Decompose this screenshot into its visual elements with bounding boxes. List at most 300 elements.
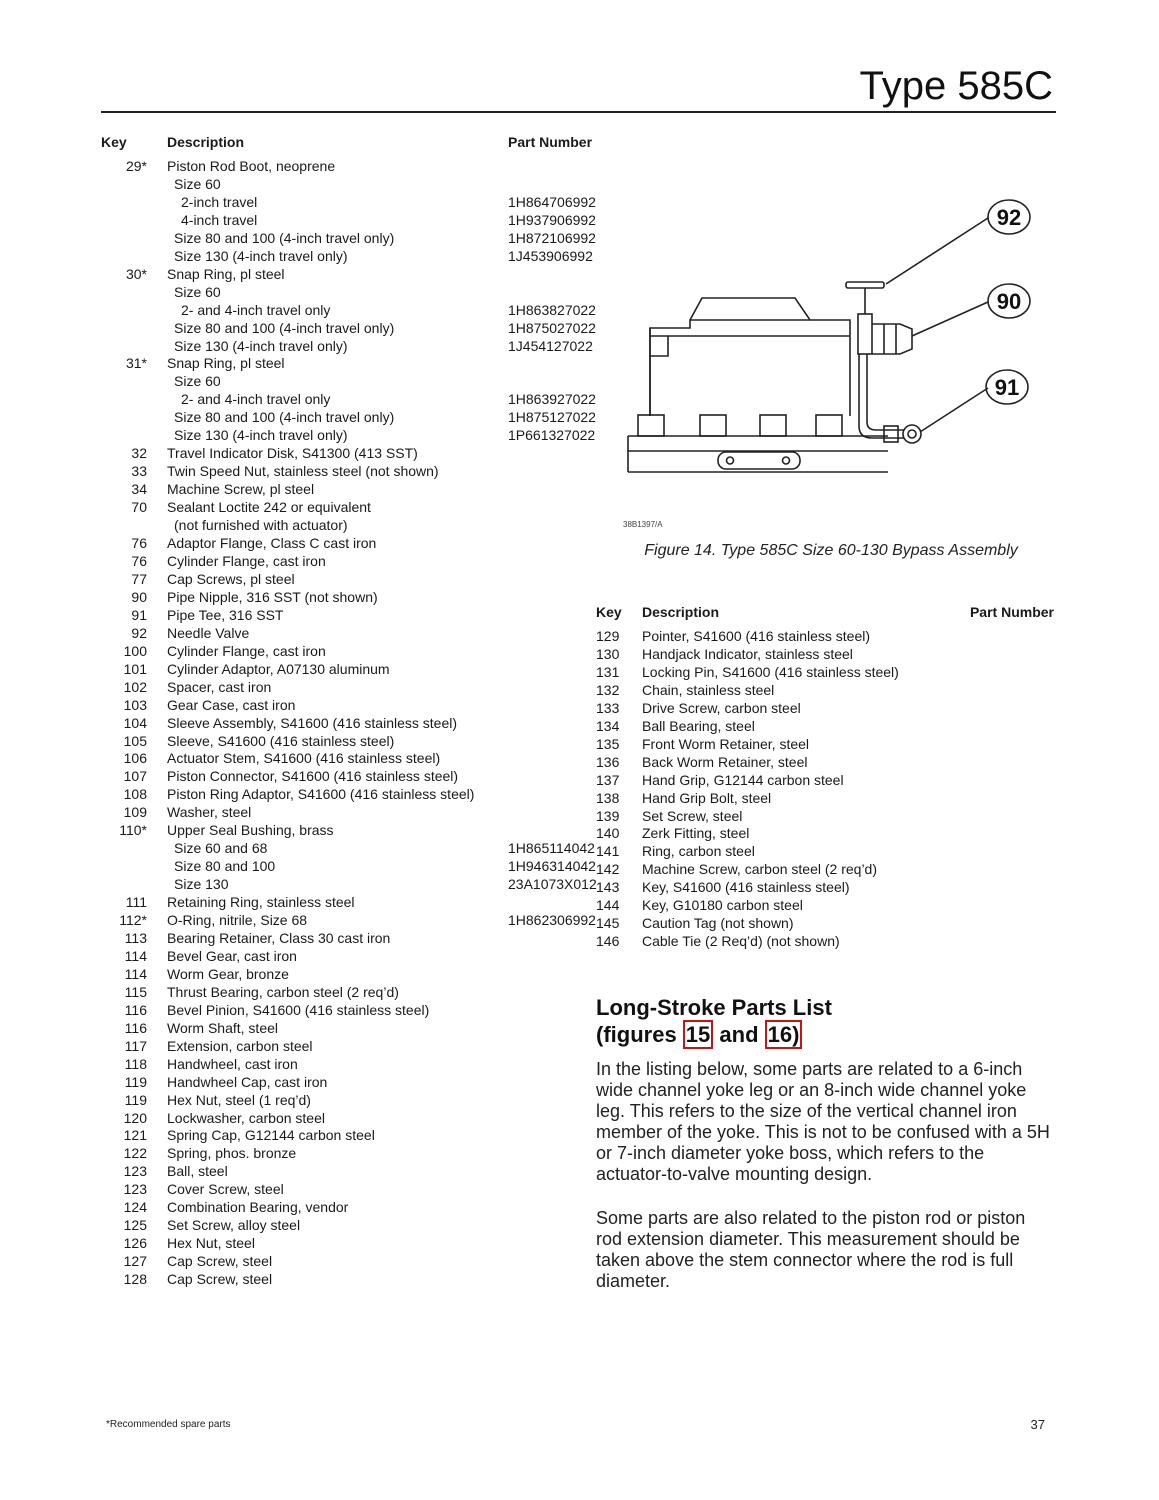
row-description: 2- and 4-inch travel only [181, 301, 331, 318]
row-description: Upper Seal Bushing, brass [167, 822, 334, 839]
row-key: 76 [131, 535, 147, 552]
table-row [101, 750, 608, 768]
row-part-number [508, 1235, 608, 1253]
row-part-number: 1H863827022 [508, 301, 596, 318]
row-part-number [508, 1092, 608, 1110]
table-row [101, 320, 608, 338]
row-part-number: 1H864706992 [508, 193, 596, 210]
row-description: Thrust Bearing, carbon steel (2 req’d) [167, 983, 399, 1000]
row-key: 92 [131, 624, 147, 641]
row-key: 123 [123, 1181, 147, 1198]
table-row [101, 679, 608, 697]
row-part-number [508, 1127, 608, 1145]
row-part-number [508, 1110, 608, 1128]
table-row [101, 212, 608, 230]
table-row [101, 643, 608, 661]
row-part-number [508, 661, 608, 679]
row-part-number [508, 284, 608, 302]
row-description: Handjack Indicator, stainless steel [642, 645, 853, 662]
row-key: 113 [124, 929, 147, 946]
row-key: 138 [596, 789, 620, 806]
table-row [101, 1110, 608, 1128]
row-description: Pipe Nipple, 316 SST (not shown) [167, 588, 378, 605]
row-part-number [964, 718, 1054, 736]
row-part-number [508, 750, 608, 768]
row-part-number [964, 682, 1054, 700]
row-part-number [508, 679, 608, 697]
table-row [101, 768, 608, 786]
row-part-number [508, 1271, 608, 1289]
row-key: 141 [596, 843, 620, 860]
row-part-number [508, 463, 608, 481]
row-part-number: 1H872106992 [508, 229, 596, 246]
column-header-part-number: Part Number [508, 133, 593, 150]
row-description: Retaining Ring, stainless steel [167, 894, 355, 911]
table-row [596, 628, 1054, 646]
table-row [596, 664, 1054, 682]
row-part-number [508, 930, 608, 948]
table-row [101, 840, 608, 858]
table-row [101, 912, 608, 930]
table-row [596, 861, 1054, 879]
table-row [101, 589, 608, 607]
row-part-number: 1H862306992 [508, 912, 596, 929]
table-row [101, 876, 608, 894]
row-key: 104 [123, 714, 147, 731]
table-row [596, 736, 1054, 754]
row-description: Front Worm Retainer, steel [642, 735, 810, 752]
row-key: 119 [124, 1091, 147, 1108]
row-part-number [508, 1181, 608, 1199]
row-key: 146 [596, 933, 620, 950]
row-key [101, 176, 167, 194]
figure-16-link[interactable]: 16) [765, 1020, 803, 1049]
row-key: 126 [123, 1235, 147, 1252]
table-row [596, 754, 1054, 772]
table-row [101, 427, 608, 445]
row-description: 2-inch travel [181, 193, 258, 210]
table-row [596, 718, 1054, 736]
row-key: 29* [125, 158, 147, 174]
row-part-number [964, 700, 1054, 718]
row-key: 116 [124, 1001, 147, 1018]
table-row [101, 499, 608, 517]
row-key: 31* [125, 355, 147, 372]
row-part-number: 1H865114042 [508, 840, 595, 857]
row-key [101, 338, 167, 356]
row-part-number [964, 646, 1054, 664]
row-description: Washer, steel [167, 804, 252, 821]
row-part-number [508, 589, 608, 607]
table-row [101, 355, 608, 373]
row-key: 114 [124, 947, 147, 964]
row-part-number [508, 1217, 608, 1235]
table-row [101, 517, 608, 535]
table-row [101, 1074, 608, 1092]
section-heading [596, 994, 1056, 1048]
row-description: Size 130 (4-inch travel only) [174, 337, 348, 354]
table-row [101, 966, 608, 984]
row-description: Piston Ring Adaptor, S41600 (416 stainless steel) [167, 786, 475, 803]
row-part-number [508, 894, 608, 912]
row-description: Size 80 and 100 (4-inch travel only) [174, 409, 395, 426]
row-part-number [508, 499, 608, 517]
row-description: Machine Screw, carbon steel (2 req’d) [642, 861, 877, 878]
row-part-number [508, 553, 608, 571]
table-row [101, 1002, 608, 1020]
row-description: Cylinder Flange, cast iron [167, 642, 326, 659]
row-description: Ball Bearing, steel [642, 717, 755, 734]
row-key: 106 [123, 750, 147, 767]
row-key: 139 [596, 807, 620, 824]
row-key: 105 [123, 732, 147, 749]
row-description: Bevel Pinion, S41600 (416 stainless steel) [167, 1001, 430, 1018]
row-description: Key, G10180 carbon steel [642, 897, 803, 914]
table-row [101, 1163, 608, 1181]
row-description: Hand Grip, G12144 carbon steel [642, 771, 844, 788]
row-part-number [508, 966, 608, 984]
row-key: 137 [596, 771, 620, 788]
heading-line-1: Long-Stroke Parts List [596, 995, 832, 1020]
row-key [101, 409, 167, 427]
row-key: 142 [596, 861, 620, 878]
row-part-number [508, 481, 608, 499]
row-key: 112* [119, 912, 147, 929]
row-description: Size 130 [174, 876, 229, 893]
row-key: 145 [596, 915, 620, 932]
column-header-key: Key [101, 133, 127, 150]
row-description: Twin Speed Nut, stainless steel (not shown) [167, 463, 439, 480]
row-description: Travel Indicator Disk, S41300 (413 SST) [167, 445, 418, 462]
row-part-number [508, 535, 608, 553]
table-row [101, 894, 608, 912]
row-part-number [508, 1253, 608, 1271]
row-part-number [964, 825, 1054, 843]
row-key [101, 858, 167, 876]
table-row [101, 391, 608, 409]
row-part-number [964, 754, 1054, 772]
row-part-number: 1J453906992 [508, 247, 593, 264]
row-key: 122 [123, 1145, 147, 1162]
table-row [101, 733, 608, 751]
row-description: Zerk Fitting, steel [642, 825, 750, 842]
row-description: Sealant Loctite 242 or equivalent [167, 499, 371, 516]
row-description: Cable Tie (2 Req’d) (not shown) [642, 933, 840, 950]
row-part-number [508, 786, 608, 804]
row-key [101, 230, 167, 248]
row-part-number [964, 808, 1054, 826]
row-part-number [508, 804, 608, 822]
row-part-number [964, 897, 1054, 915]
row-part-number: 1H863927022 [508, 391, 596, 408]
row-description: O-Ring, nitrile, Size 68 [167, 912, 308, 929]
row-description: Sleeve, S41600 (416 stainless steel) [167, 732, 395, 749]
table-row [101, 804, 608, 822]
table-row [101, 1217, 608, 1235]
row-part-number [508, 176, 608, 194]
row-key: 124 [123, 1199, 147, 1216]
row-description: Combination Bearing, vendor [167, 1199, 349, 1216]
row-part-number [508, 266, 608, 284]
table-row [596, 682, 1054, 700]
row-key: 129 [596, 628, 620, 644]
row-part-number: 1J454127022 [508, 337, 593, 354]
table-row [101, 1253, 608, 1271]
row-part-number [508, 643, 608, 661]
table-row [596, 879, 1054, 897]
parts-table-left [101, 128, 608, 1289]
row-key: 133 [596, 699, 620, 716]
row-key [101, 194, 167, 212]
row-description: Size 80 and 100 (4-inch travel only) [174, 319, 395, 336]
row-part-number [508, 571, 608, 589]
row-key: 131 [596, 663, 620, 680]
row-description: Sleeve Assembly, S41600 (416 stainless steel) [167, 714, 458, 731]
row-description: Size 60 [174, 283, 221, 300]
row-key: 107 [123, 768, 147, 785]
table-row [101, 1181, 608, 1199]
row-part-number [508, 1074, 608, 1092]
table-row [596, 772, 1054, 790]
row-key: 120 [123, 1109, 147, 1126]
row-part-number [508, 1020, 608, 1038]
table-row [101, 1020, 608, 1038]
row-description: Size 60 and 68 [174, 840, 268, 857]
callout-90: 90 [996, 289, 1022, 314]
row-description: Piston Rod Boot, neoprene [167, 158, 336, 174]
row-key: 132 [596, 681, 620, 698]
table-row [596, 790, 1054, 808]
row-description: Size 80 and 100 (4-inch travel only) [174, 229, 395, 246]
row-key: 109 [123, 804, 147, 821]
table-row [101, 1145, 608, 1163]
table-row [101, 248, 608, 266]
bypass-assembly-figure [620, 196, 1040, 531]
row-part-number [508, 1199, 608, 1217]
table-row [101, 1056, 608, 1074]
table-row [101, 553, 608, 571]
row-key [101, 517, 167, 535]
row-key: 30* [125, 265, 147, 282]
paragraph-piston-rod: Some parts are also related to the piston rod or piston rod extension diameter. This measurement should be taken above the stem connector where the rod is full diameter. [596, 1208, 1026, 1291]
row-key: 119 [124, 1073, 147, 1090]
row-description: Snap Ring, pl steel [167, 265, 285, 282]
row-key [101, 320, 167, 338]
table-row [101, 463, 608, 481]
row-description: Cap Screws, pl steel [167, 570, 295, 587]
row-key: 127 [123, 1253, 147, 1270]
table-row [101, 194, 608, 212]
row-part-number [964, 664, 1054, 682]
row-description: Hex Nut, steel (1 req’d) [167, 1091, 311, 1108]
row-key: 91 [131, 606, 147, 623]
row-part-number: 1H946314042 [508, 858, 596, 875]
row-key: 76 [131, 552, 147, 569]
row-description: Size 130 (4-inch travel only) [174, 427, 348, 444]
heading-prefix: (figures [596, 1022, 683, 1047]
table-row [101, 409, 608, 427]
table-row [596, 646, 1054, 664]
row-key: 103 [123, 696, 147, 713]
table-row [101, 1092, 608, 1110]
heading-mid: and [713, 1022, 765, 1047]
row-part-number [508, 517, 608, 535]
row-key: 111 [125, 894, 147, 911]
row-part-number: 1H937906992 [508, 211, 596, 228]
row-description: Handwheel, cast iron [167, 1055, 298, 1072]
row-part-number [508, 715, 608, 733]
row-part-number [508, 1145, 608, 1163]
row-key [101, 302, 167, 320]
row-description: Snap Ring, pl steel [167, 355, 285, 372]
row-description: 2- and 4-inch travel only [181, 391, 331, 408]
row-part-number [508, 948, 608, 966]
row-description: Extension, carbon steel [167, 1037, 313, 1054]
row-key [101, 212, 167, 230]
row-part-number [964, 736, 1054, 754]
row-part-number [964, 933, 1054, 951]
table-row [596, 933, 1054, 951]
row-key [101, 248, 167, 266]
table-row [101, 984, 608, 1002]
row-description: Worm Shaft, steel [167, 1019, 279, 1036]
row-description: Cap Screw, steel [167, 1271, 273, 1288]
row-description: Adaptor Flange, Class C cast iron [167, 535, 377, 552]
row-part-number [964, 861, 1054, 879]
table-row [101, 373, 608, 391]
table-row [596, 897, 1054, 915]
table-row [101, 1235, 608, 1253]
row-description: Size 130 (4-inch travel only) [174, 247, 348, 264]
row-key: 77 [131, 570, 147, 587]
row-description: Drive Screw, carbon steel [642, 699, 801, 716]
table-row [101, 302, 608, 320]
row-key: 32 [131, 445, 147, 462]
row-description: Bevel Gear, cast iron [167, 947, 297, 964]
table-row [101, 625, 608, 643]
table-row [101, 715, 608, 733]
row-part-number [508, 1038, 608, 1056]
row-part-number [508, 355, 608, 373]
row-key: 116 [124, 1019, 147, 1036]
row-part-number [964, 879, 1054, 897]
figure-caption: Figure 14. Type 585C Size 60-130 Bypass Assembly [644, 542, 1018, 559]
column-header-part-number: Part Number [969, 603, 1054, 620]
row-description: Hand Grip Bolt, steel [642, 789, 772, 806]
row-description: Locking Pin, S41600 (416 stainless steel) [642, 663, 899, 680]
table-header-row [596, 598, 1054, 625]
row-part-number [508, 984, 608, 1002]
row-description: Set Screw, steel [642, 807, 743, 824]
row-description: Pointer, S41600 (416 stainless steel) [642, 628, 871, 644]
callout-92: 92 [996, 205, 1022, 230]
row-part-number: 1H875127022 [508, 409, 596, 426]
row-description: Cylinder Adaptor, A07130 aluminum [167, 660, 390, 677]
table-row [596, 915, 1054, 933]
table-row [101, 661, 608, 679]
table-row [101, 1271, 608, 1289]
table-row [596, 825, 1054, 843]
row-description: Ring, carbon steel [642, 843, 755, 860]
table-row [101, 571, 608, 589]
row-key: 125 [123, 1217, 147, 1234]
table-row [101, 1199, 608, 1217]
row-part-number [508, 445, 608, 463]
figure-15-link[interactable]: 15 [683, 1020, 713, 1049]
row-description: Cover Screw, steel [167, 1181, 284, 1198]
row-part-number [964, 843, 1054, 861]
row-key: 117 [124, 1037, 147, 1054]
row-description: Handwheel Cap, cast iron [167, 1073, 328, 1090]
row-key: 123 [123, 1163, 147, 1180]
table-row [101, 930, 608, 948]
row-key: 102 [123, 678, 147, 695]
table-row [101, 535, 608, 553]
row-key: 118 [124, 1055, 147, 1072]
table-row [101, 786, 608, 804]
column-header-key: Key [596, 603, 622, 620]
table-row [101, 948, 608, 966]
row-key: 100 [123, 642, 147, 659]
row-description: Bearing Retainer, Class 30 cast iron [167, 929, 391, 946]
row-description: Size 60 [174, 373, 221, 390]
row-part-number [508, 625, 608, 643]
row-key: 134 [596, 717, 620, 734]
row-key: 115 [124, 983, 147, 1000]
row-part-number [508, 822, 608, 840]
column-header-description: Description [167, 133, 245, 150]
row-description: Size 80 and 100 [174, 858, 276, 875]
row-key [101, 840, 167, 858]
table-row [101, 176, 608, 194]
row-part-number [508, 1056, 608, 1074]
table-row [101, 230, 608, 248]
title-rule [101, 111, 1056, 113]
row-description: Ball, steel [167, 1163, 228, 1180]
row-description: Piston Connector, S41600 (416 stainless steel) [167, 768, 459, 785]
parts-table-right [596, 598, 1054, 951]
row-key: 110* [119, 822, 147, 839]
row-key: 136 [596, 753, 620, 770]
row-key [101, 391, 167, 409]
row-description: Hex Nut, steel [167, 1235, 255, 1252]
row-part-number [964, 628, 1054, 646]
table-row [101, 697, 608, 715]
row-key [101, 284, 167, 302]
row-key: 101 [123, 660, 147, 677]
drawing-code: 38B1397/A [623, 520, 663, 529]
row-description: Needle Valve [167, 624, 250, 641]
table-row [101, 158, 608, 176]
row-description: Gear Case, cast iron [167, 696, 296, 713]
table-row [101, 266, 608, 284]
row-description: Worm Gear, bronze [167, 965, 289, 982]
row-part-number [964, 915, 1054, 933]
row-description: Back Worm Retainer, steel [642, 753, 808, 770]
document-title: Type 585C [859, 64, 1053, 108]
row-key: 108 [123, 786, 147, 803]
table-row [101, 858, 608, 876]
paragraph-yoke-leg: In the listing below, some parts are related to a 6-inch wide channel yoke leg or an 8-inch wide channel yoke leg. This refers to the size of the vertical channel iron member of the yoke. This is not to be confused with a 5H or 7-inch diameter yoke boss, which refers to the actuator-to-valve mounting design. [596, 1059, 1050, 1184]
row-description: Pipe Tee, 316 SST [167, 606, 284, 623]
row-part-number: 1H875027022 [508, 319, 596, 336]
table-row [596, 808, 1054, 826]
table-row [101, 1038, 608, 1056]
table-row [596, 700, 1054, 718]
row-part-number: 1P661327022 [508, 427, 596, 444]
row-key: 130 [596, 645, 620, 662]
row-key: 121 [123, 1127, 147, 1144]
